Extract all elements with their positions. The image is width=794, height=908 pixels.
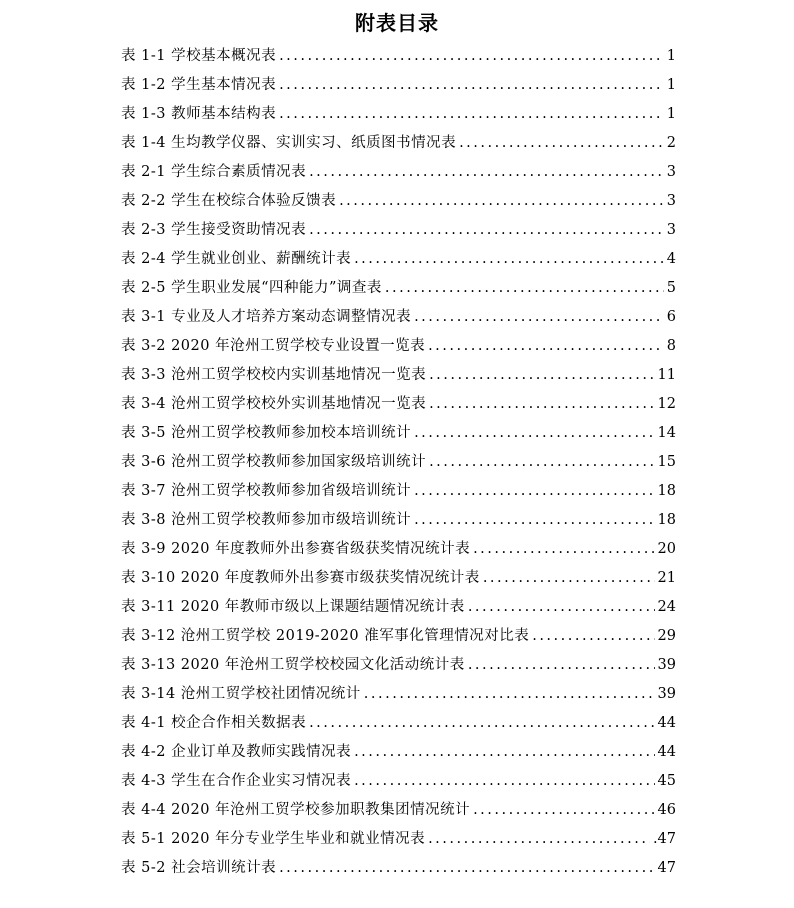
toc-entry-label: 表 4-1 校企合作相关数据表 [121,715,307,731]
toc-entry[interactable] [121,218,676,247]
dot-leader [279,106,664,122]
toc-entry-page-number: 21 [657,570,676,586]
dot-leader [354,744,654,760]
toc-entry-label: 表 2-5 学生职业发展“四种能力”调查表 [121,280,382,296]
toc-entry[interactable] [121,305,676,334]
toc-entry-label: 表 4-4 2020 年沧州工贸学校参加职教集团情况统计 [121,802,471,818]
dot-leader [364,686,655,702]
dot-leader [309,715,654,731]
toc-entry[interactable] [121,276,676,305]
toc-entry-label: 表 3-11 2020 年教师市级以上课题结题情况统计表 [121,599,465,615]
toc-entry[interactable] [121,537,676,566]
dot-leader [385,280,664,296]
toc-entry[interactable] [121,508,676,537]
toc-entry[interactable] [121,421,676,450]
toc-entry-label: 表 3-12 沧州工贸学校 2019-2020 准军事化管理情况对比表 [121,628,530,644]
toc-entry-page-number: 5 [666,280,676,296]
toc-entry[interactable] [121,363,676,392]
dot-leader [309,164,664,180]
toc-entry-page-number: 8 [666,338,676,354]
dot-leader [429,367,654,383]
toc-entry-label: 表 2-2 学生在校综合体验反馈表 [121,193,337,209]
toc-entry-label: 表 1-3 教师基本结构表 [121,106,277,122]
toc-entry-label: 表 3-2 2020 年沧州工贸学校专业设置一览表 [121,338,426,354]
toc-entry[interactable] [121,44,676,73]
toc-entry-label: 表 5-1 2020 年分专业学生毕业和就业情况表 [121,831,426,847]
toc-entry-label: 表 3-14 沧州工贸学校社团情况统计 [121,686,361,702]
toc-entry[interactable] [121,740,676,769]
toc-entry-page-number: .47 [652,831,676,847]
dot-leader [429,396,654,412]
toc-entry-page-number: 44 [657,744,676,760]
toc-entry-page-number: 29 [657,628,676,644]
toc-entry-label: 表 3-10 2020 年度教师外出参赛市级获奖情况统计表 [121,570,480,586]
toc-entry[interactable] [121,624,676,653]
dot-leader [473,802,654,818]
toc-entry-page-number: 18 [657,483,676,499]
toc-entry[interactable] [121,160,676,189]
toc-entry[interactable] [121,653,676,682]
toc-entry-page-number: 1 [666,106,676,122]
toc-entry-page-number: 14 [657,425,676,441]
toc-entry-page-number: 47 [657,860,676,876]
dot-leader [459,135,664,151]
toc-entry[interactable] [121,334,676,363]
dot-leader [473,541,654,557]
toc-entry-label: 表 3-4 沧州工贸学校校外实训基地情况一览表 [121,396,427,412]
toc-entry-label: 表 3-8 沧州工贸学校教师参加市级培训统计 [121,512,412,528]
toc-entry-page-number: 3 [666,193,676,209]
dot-leader [414,309,664,325]
dot-leader [429,454,654,470]
toc-entry-label: 表 3-1 专业及人才培养方案动态调整情况表 [121,309,412,325]
toc-entry-label: 表 5-2 社会培训统计表 [121,860,277,876]
dot-leader [532,628,654,644]
toc-entry-label: 表 1-4 生均教学仪器、实训实习、纸质图书情况表 [121,135,457,151]
toc-entry-page-number: 3 [666,222,676,238]
dot-leader [279,48,664,64]
toc-entry[interactable] [121,479,676,508]
toc-entry-label: 表 3-6 沧州工贸学校教师参加国家级培训统计 [121,454,427,470]
toc-entry-label: 表 2-4 学生就业创业、薪酬统计表 [121,251,352,267]
toc-entry[interactable] [121,682,676,711]
toc-entry[interactable] [121,711,676,740]
dot-leader [279,860,654,876]
dot-leader [414,512,654,528]
dot-leader [468,599,655,615]
toc-entry[interactable] [121,566,676,595]
toc-entry[interactable] [121,189,676,218]
toc-entry-label: 表 2-1 学生综合素质情况表 [121,164,307,180]
toc-entry-label: 表 3-13 2020 年沧州工贸学校校园文化活动统计表 [121,657,465,673]
toc-entry-page-number: 24 [657,599,676,615]
toc-entry-page-number: 12 [657,396,676,412]
toc-entry-page-number: 45 [657,773,676,789]
dot-leader [483,570,655,586]
toc-entry-label: 表 2-3 学生接受资助情况表 [121,222,307,238]
toc-entry-label: 表 1-2 学生基本情况表 [121,77,277,93]
dot-leader [279,77,664,93]
toc-entry[interactable] [121,856,676,885]
toc-entry-page-number: 44 [657,715,676,731]
toc-entry-label: 表 3-5 沧州工贸学校教师参加校本培训统计 [121,425,412,441]
toc-entry-page-number: 11 [657,367,676,383]
dot-leader [354,773,654,789]
toc-entry[interactable] [121,247,676,276]
toc-entry-label: 表 3-9 2020 年度教师外出参赛省级获奖情况统计表 [121,541,471,557]
toc-entry-page-number: 18 [657,512,676,528]
toc-entry[interactable] [121,595,676,624]
toc-entry-page-number: 15 [657,454,676,470]
dot-leader [309,222,664,238]
toc-entry[interactable] [121,827,676,856]
toc-entry-label: 表 1-1 学校基本概况表 [121,48,277,64]
toc-entry-label: 表 3-3 沧州工贸学校校内实训基地情况一览表 [121,367,427,383]
toc-entry-label: 表 3-7 沧州工贸学校教师参加省级培训统计 [121,483,412,499]
toc-entry-page-number: 3 [666,164,676,180]
toc-entry[interactable] [121,102,676,131]
dot-leader [428,338,664,354]
toc-entry-page-number: 1 [666,48,676,64]
toc-entry-page-number: 4 [666,251,676,267]
toc-entry-page-number: 1 [666,77,676,93]
page-title: 附表目录 [355,11,439,35]
toc-entry-page-number: 20 [657,541,676,557]
toc-entry[interactable] [121,798,676,827]
toc-entry-page-number: 2 [666,135,676,151]
toc-entry-page-number: 6 [666,309,676,325]
dot-leader [414,483,654,499]
table-of-contents-list [121,44,676,885]
toc-entry-page-number: 39 [657,657,676,673]
toc-entry-page-number: 39 [657,686,676,702]
toc-entry[interactable] [121,131,676,160]
toc-entry[interactable] [121,392,676,421]
dot-leader [339,193,664,209]
toc-entry-label: 表 4-2 企业订单及教师实践情况表 [121,744,352,760]
toc-entry-label: 表 4-3 学生在合作企业实习情况表 [121,773,352,789]
toc-entry[interactable] [121,769,676,798]
dot-leader [354,251,664,267]
dot-leader [414,425,654,441]
dot-leader [468,657,655,673]
dot-leader [428,831,650,847]
toc-entry[interactable] [121,450,676,479]
toc-entry[interactable] [121,73,676,102]
toc-entry-page-number: 46 [657,802,676,818]
